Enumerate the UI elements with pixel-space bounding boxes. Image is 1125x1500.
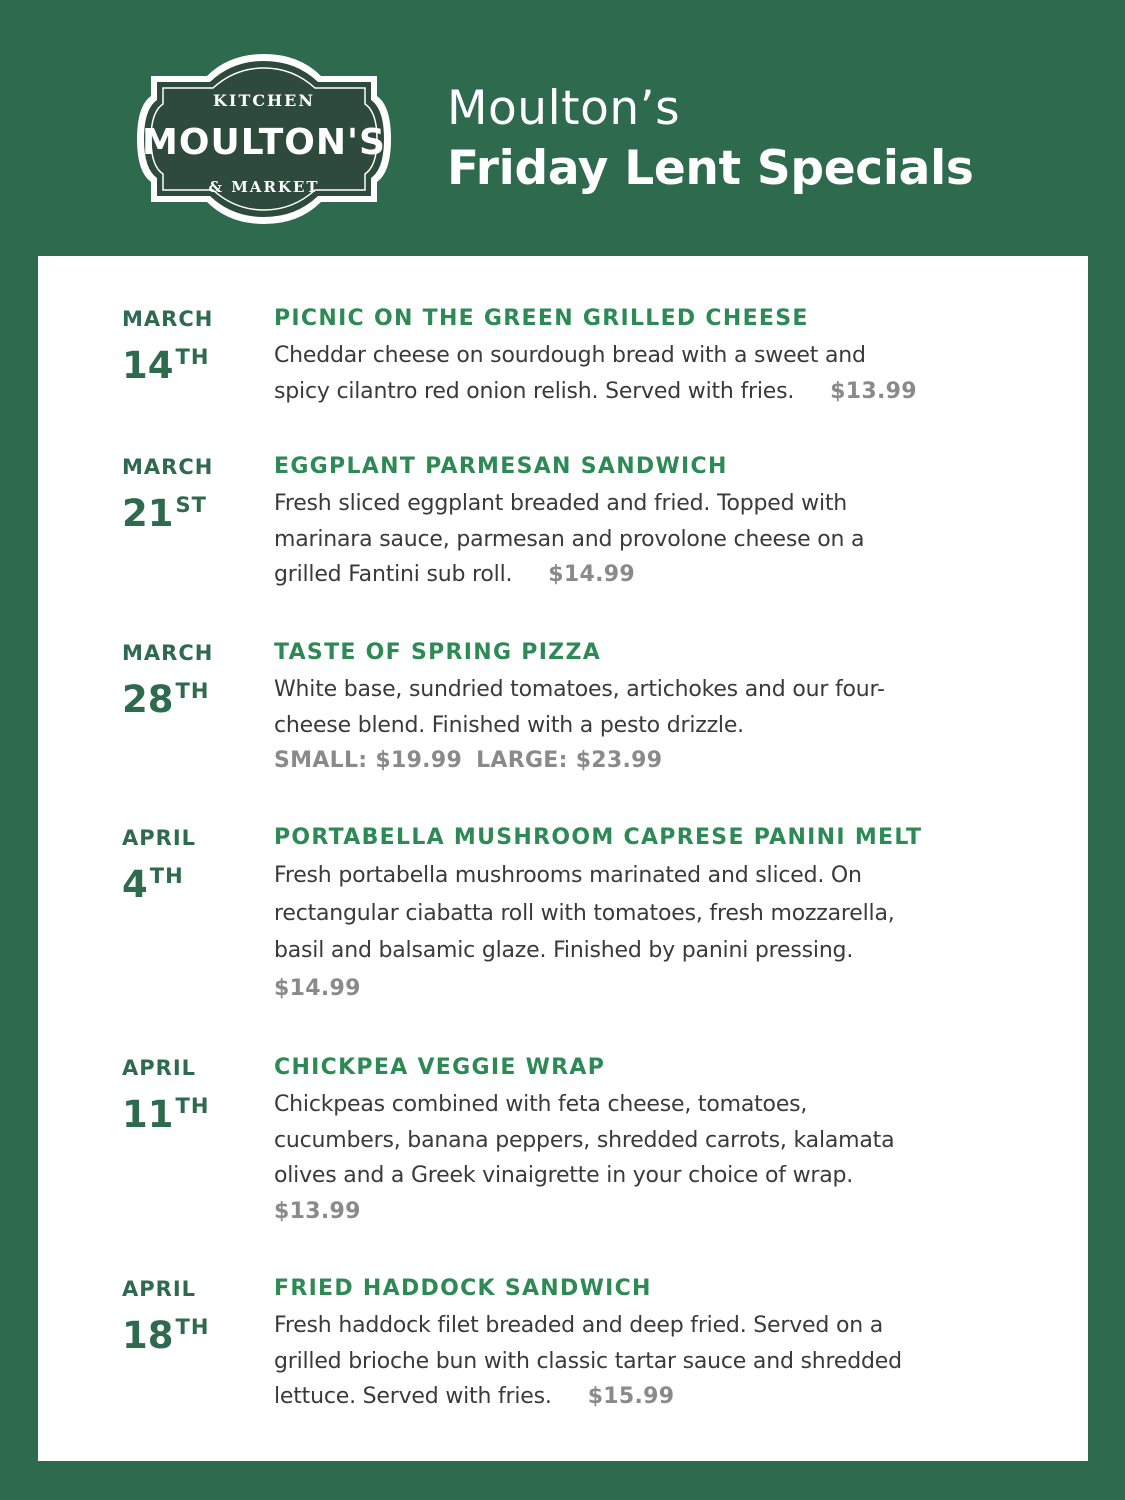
description-line: Fresh portabella mushrooms marinated and sliced. On [274, 863, 862, 888]
special-description [274, 857, 1034, 1007]
date-day-suffix: TH [175, 345, 210, 369]
description-line: grilled Fantini sub roll. [274, 562, 513, 587]
special-details [274, 825, 1034, 1007]
special-price-small: SMALL: $19.99 [274, 748, 463, 773]
special-description [274, 1087, 1034, 1229]
description-line: spicy cilantro red onion relish. Served with fries. [274, 378, 795, 404]
description-line: rectangular ciabatta roll with tomatoes, fresh mozzarella, [274, 900, 895, 926]
special-title: PICNIC ON THE GREEN GRILLED CHEESE [274, 306, 809, 331]
special-description [274, 672, 1034, 779]
description-line: marinara sauce, parmesan and provolone cheese on a [274, 526, 865, 552]
header [447, 80, 974, 200]
date-day-number: 4 [122, 863, 148, 906]
logo-bottom-text: & MARKET [208, 178, 320, 196]
special-date [122, 825, 196, 908]
description-line: Fresh haddock filet breaded and deep fried. Served on a [274, 1313, 884, 1338]
special-price: $15.99 [587, 1384, 675, 1409]
specials-panel [38, 256, 1088, 1461]
date-day-number: 11 [122, 1093, 174, 1136]
moultons-logo [137, 54, 391, 224]
special-price: $13.99 [830, 378, 917, 404]
special-price-large: LARGE: $23.99 [476, 748, 663, 773]
date-day [122, 334, 213, 389]
special-details [274, 454, 1034, 593]
date-month: APRIL [122, 1277, 197, 1301]
date-day-suffix: TH [175, 679, 210, 703]
date-month: MARCH [122, 455, 214, 479]
date-month: MARCH [122, 307, 214, 331]
date-day [122, 668, 213, 723]
special-details [274, 640, 1034, 779]
date-day-number: 21 [122, 492, 174, 535]
logo-top-text: KITCHEN [213, 91, 315, 110]
description-line: lettuce. Served with fries. [274, 1384, 552, 1409]
special-title: CHICKPEA VEGGIE WRAP [274, 1055, 606, 1080]
header-subtitle: Moulton’s [447, 81, 681, 136]
special-details [274, 306, 1034, 409]
date-month: APRIL [122, 1056, 197, 1080]
special-title: TASTE OF SPRING PIZZA [274, 640, 602, 665]
date-day-suffix: TH [149, 864, 184, 888]
date-day [122, 482, 213, 537]
special-date [122, 640, 213, 723]
special-description [274, 1308, 1034, 1415]
special-price: $14.99 [274, 975, 361, 1001]
date-day [122, 853, 196, 908]
special-date [122, 1055, 209, 1138]
description-line: grilled brioche bun with classic tartar sauce and shredded [274, 1348, 902, 1374]
special-date [122, 1276, 209, 1359]
date-day-suffix: TH [175, 1094, 210, 1118]
logo-middle-text: MOULTON'S [142, 122, 386, 163]
special-price: $13.99 [274, 1198, 361, 1224]
special-price: $14.99 [548, 562, 635, 587]
date-day-suffix: TH [175, 1315, 210, 1339]
special-title: PORTABELLA MUSHROOM CAPRESE PANINI MELT [274, 825, 923, 850]
date-day [122, 1083, 209, 1138]
special-title: EGGPLANT PARMESAN SANDWICH [274, 454, 728, 479]
date-day-number: 14 [122, 344, 174, 387]
special-date [122, 306, 213, 389]
description-line: Chickpeas combined with feta cheese, tomatoes, [274, 1092, 808, 1117]
page-title: Friday Lent Specials [447, 141, 974, 196]
description-line: basil and balsamic glaze. Finished by panini pressing. [274, 938, 854, 963]
date-month: MARCH [122, 641, 214, 665]
description-line: Fresh sliced eggplant breaded and fried. Topped with [274, 491, 848, 516]
date-month: APRIL [122, 826, 197, 850]
special-details [274, 1055, 1034, 1229]
description-line: cheese blend. Finished with a pesto drizzle. [274, 712, 744, 738]
description-line: White base, sundried tomatoes, artichokes and our four- [274, 677, 885, 702]
date-day [122, 1304, 209, 1359]
date-day-suffix: ST [175, 493, 207, 517]
special-description [274, 486, 1034, 593]
date-day-number: 18 [122, 1314, 174, 1357]
description-line: cucumbers, banana peppers, shredded carrots, kalamata [274, 1127, 895, 1153]
special-description [274, 338, 1034, 409]
date-day-number: 28 [122, 678, 174, 721]
description-line: Cheddar cheese on sourdough bread with a sweet and [274, 343, 866, 368]
special-date [122, 454, 213, 537]
special-title: FRIED HADDOCK SANDWICH [274, 1276, 652, 1301]
description-line: olives and a Greek vinaigrette in your choice of wrap. [274, 1163, 854, 1188]
special-details [274, 1276, 1034, 1415]
